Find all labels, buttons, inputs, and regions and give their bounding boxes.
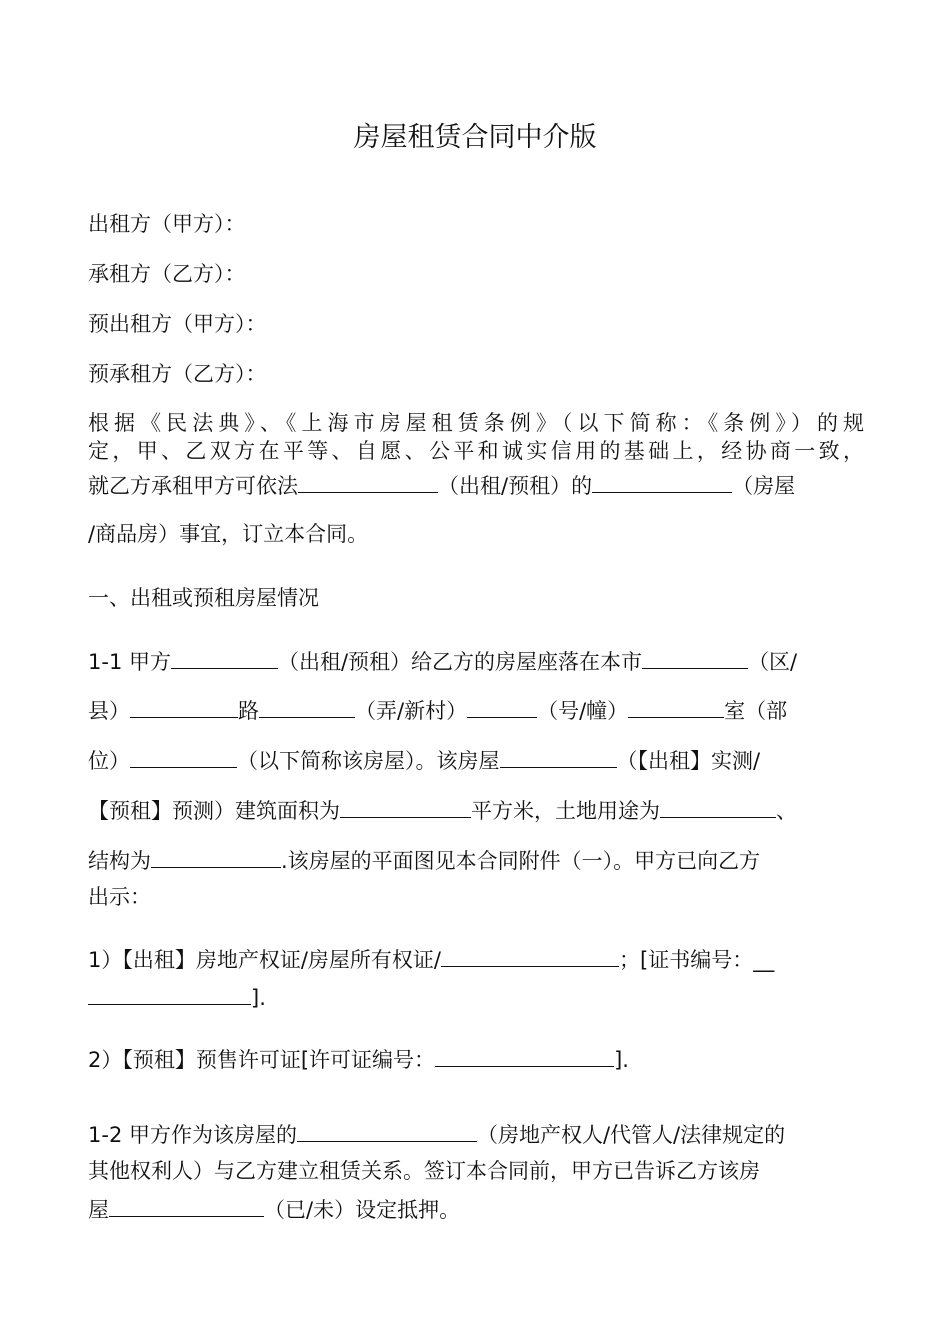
clause-text: （房地产权人/代管人/法律规定的 bbox=[476, 1123, 786, 1147]
item-1-line-1 bbox=[88, 943, 864, 975]
intro-text: 就乙方承租甲方可依法 bbox=[88, 474, 298, 498]
intro-line-4: /商品房）事宜，订立本合同。 bbox=[88, 522, 369, 546]
owner-role-blank[interactable] bbox=[297, 1118, 477, 1142]
clause-1-1-line-6: 出示： bbox=[88, 885, 151, 909]
clause-text: 、 bbox=[776, 799, 797, 823]
intro-text: （出租/预租）的 bbox=[438, 474, 593, 498]
clause-text: 结构为 bbox=[88, 849, 151, 873]
item-text: 1）【出租】房地产权证/房屋所有权证/ bbox=[88, 948, 442, 972]
certificate-number-blank[interactable] bbox=[88, 981, 251, 1005]
pre-lessor-line: 预出租方（甲方）： bbox=[88, 312, 267, 336]
clause-text: 屋 bbox=[88, 1198, 109, 1222]
clause-1-2-line-2: 其他权利人）与乙方建立租赁关系。签订本合同前，甲方已告诉乙方该房 bbox=[88, 1159, 760, 1183]
item-text: ；[证书编号：__ bbox=[619, 948, 775, 972]
clause-text: （出租/预租）给乙方的房屋座落在本市 bbox=[277, 650, 643, 674]
clause-text: （弄/新村） bbox=[355, 699, 468, 723]
document-title: 房屋租赁合同中介版 bbox=[353, 122, 597, 153]
room-blank[interactable] bbox=[628, 694, 724, 718]
clause-text: （【出租】实测/ bbox=[616, 749, 761, 773]
clause-1-1-line-3 bbox=[88, 744, 864, 776]
mortgage-status-blank[interactable] bbox=[109, 1193, 264, 1217]
location-part-blank[interactable] bbox=[130, 744, 237, 768]
clause-1-1-line-1 bbox=[88, 645, 864, 677]
presale-permit-number-blank[interactable] bbox=[435, 1043, 614, 1067]
clause-1-1-line-4 bbox=[88, 794, 864, 826]
pre-lessee-line: 预承租方（乙方）： bbox=[88, 362, 267, 386]
lessee-line: 承租方（乙方）： bbox=[88, 262, 246, 286]
clause-text: 平方米，土地用途为 bbox=[471, 799, 660, 823]
item-text: ]. bbox=[614, 1048, 629, 1072]
clause-text: 室（部 bbox=[724, 699, 788, 723]
land-use-blank[interactable] bbox=[660, 794, 776, 818]
lease-mode-blank[interactable] bbox=[171, 645, 278, 669]
clause-text: 位） bbox=[88, 749, 130, 773]
structure-blank[interactable] bbox=[151, 844, 281, 868]
clause-1-2-line-3 bbox=[88, 1193, 864, 1225]
clause-1-2-line-1 bbox=[88, 1118, 864, 1150]
clause-text: 1-2 甲方作为该房屋的 bbox=[88, 1123, 297, 1147]
clause-text: 【预租】预测）建筑面积为 bbox=[88, 799, 340, 823]
intro-text: （房屋 bbox=[732, 474, 796, 498]
clause-text: 路 bbox=[238, 699, 259, 723]
property-type-blank[interactable] bbox=[592, 469, 732, 493]
road-blank[interactable] bbox=[130, 694, 238, 718]
floor-area-blank[interactable] bbox=[340, 794, 471, 818]
intro-line-2: 定，甲、乙双方在平等、自愿、公平和诚实信用的基础上，经协商一致， bbox=[88, 439, 864, 463]
item-text: 2）【预租】预售许可证[许可证编号： bbox=[88, 1048, 436, 1072]
clause-text: 1-1 甲方 bbox=[88, 650, 171, 674]
clause-text: （号/幢） bbox=[537, 699, 629, 723]
area-type-blank[interactable] bbox=[500, 744, 617, 768]
clause-text: .该房屋的平面图见本合同附件（一）。甲方已向乙方 bbox=[281, 849, 761, 873]
lessor-line: 出租方（甲方）： bbox=[88, 212, 246, 236]
lane-blank[interactable] bbox=[259, 694, 355, 718]
district-blank[interactable] bbox=[642, 645, 748, 669]
item-2-line bbox=[88, 1043, 864, 1075]
clause-text: 县） bbox=[88, 699, 130, 723]
certificate-type-blank[interactable] bbox=[441, 943, 619, 967]
clause-text: （已/未）设定抵押。 bbox=[264, 1198, 461, 1222]
lease-type-blank[interactable] bbox=[298, 469, 438, 493]
clause-1-1-line-5 bbox=[88, 844, 864, 876]
item-1-line-2 bbox=[88, 981, 864, 1013]
clause-1-1-line-2 bbox=[88, 694, 864, 726]
intro-line-1: 根据《民法典》、《上海市房屋租赁条例》（以下简称：《条例》）的规 bbox=[88, 411, 864, 435]
section-heading: 一、出租或预租房屋情况 bbox=[88, 586, 319, 610]
intro-line-3 bbox=[88, 469, 864, 501]
clause-text: （区/ bbox=[748, 650, 798, 674]
building-number-blank[interactable] bbox=[467, 694, 537, 718]
item-text: ]. bbox=[251, 986, 266, 1010]
clause-text: （以下简称该房屋）。该房屋 bbox=[237, 749, 500, 773]
